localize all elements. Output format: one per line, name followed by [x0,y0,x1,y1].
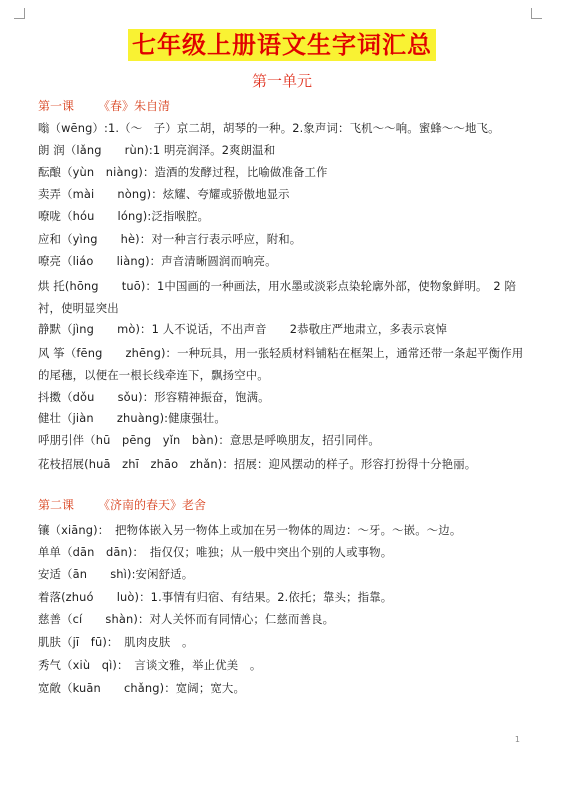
vocab-entry: 呼朋引伴（hū pēng yǐn bàn)：意思是呼唤朋友，招引同伴。 [38,433,380,447]
vocab-entry: 慈善（cí shàn)：对人关怀而有同情心；仁慈而善良。 [38,612,335,626]
vocab-entry: 秀气（xiù qì)： 言谈文雅，举止优美 。 [38,658,262,672]
vocab-entry: 嘹咙（hóu lóng):泛指喉腔。 [38,209,210,223]
vocab-entry: 酝酿（yùn niàng)：造酒的发酵过程，比喻做准备工作 [38,165,328,179]
vocab-entry: 单单（dān dān)： 指仅仅；唯独；从一般中突出个别的人或事物。 [38,545,393,559]
vocab-entry: 健壮（jiàn zhuàng):健康强壮。 [38,411,226,425]
lesson-2-number: 第二课 [38,498,75,512]
vocab-entry: 肌肤（jī fū)： 肌肉皮肤 。 [38,635,194,649]
lesson-2-title: 《济南的春天》老舍 [98,498,207,512]
vocab-entry: 镶（xiāng)： 把物体嵌入另一物体上或加在另一物体的周边：～牙。～嵌。～边。 [38,523,462,537]
vocab-entry: 卖弄（mài nòng)：炫耀、夸耀或骄傲地显示 [38,187,290,201]
vocab-entry: 着落(zhuó luò)：1.事情有归宿、有结果。2.依托；靠头；指靠。 [38,590,393,604]
vocab-entry: 静默（jìng mò)：1 人不说话，不出声音 2恭敬庄严地肃立，多表示哀悼 [38,322,448,336]
vocab-entry: 朗 润（lǎng rùn):1 明亮润泽。2爽朗温和 [38,143,276,157]
lesson-2-heading [38,497,206,513]
crop-mark-top-left [14,8,25,19]
lesson-1-title: 《春》朱自清 [98,99,171,113]
document-title: 七年级上册语文生字词汇总 [128,29,436,61]
vocab-entry: 宽敞（kuān chǎng)：宽阔；宽大。 [38,681,246,695]
crop-mark-top-right [531,8,542,19]
unit-heading: 第一单元 [251,72,312,90]
lesson-1-heading [38,98,170,114]
vocab-entry: 嗡（wēng）:1.（～ 子）京二胡，胡琴的一种。2.象声词：飞机～～响。蜜蜂～～地飞。 [38,121,500,135]
vocab-entry: 抖擞（dǒu sǒu)：形容精神振奋，饱满。 [38,390,270,404]
lesson-1-number: 第一课 [38,99,75,113]
vocab-entry: 嘹亮（liáo liàng)：声音清晰圆润而响亮。 [38,254,277,268]
title-container [0,29,564,61]
page-mark: 1 [514,735,520,744]
vocab-entry: 安适（ān shì):安闲舒适。 [38,567,194,581]
vocab-entry: 花枝招展(huā zhī zhāo zhǎn)：招展：迎风摆动的样子。形容打扮得十分艳丽。 [38,457,477,471]
vocab-entry: 应和（yìng hè)：对一种言行表示呼应，附和。 [38,232,302,246]
vocab-entry: 烘 托(hōng tuō)：1中国画的一种画法，用水墨或淡彩点染轮廓外部，使物象鲜明。 2 陪衬，使明显突出 [38,279,517,315]
vocab-entry: 风 筝（fēng zhēng)：一种玩具，用一张轻质材料铺粘在框架上，通常还带一条起平衡作用的尾穗，以便在一根长线牵连下，飘扬空中。 [38,346,524,382]
